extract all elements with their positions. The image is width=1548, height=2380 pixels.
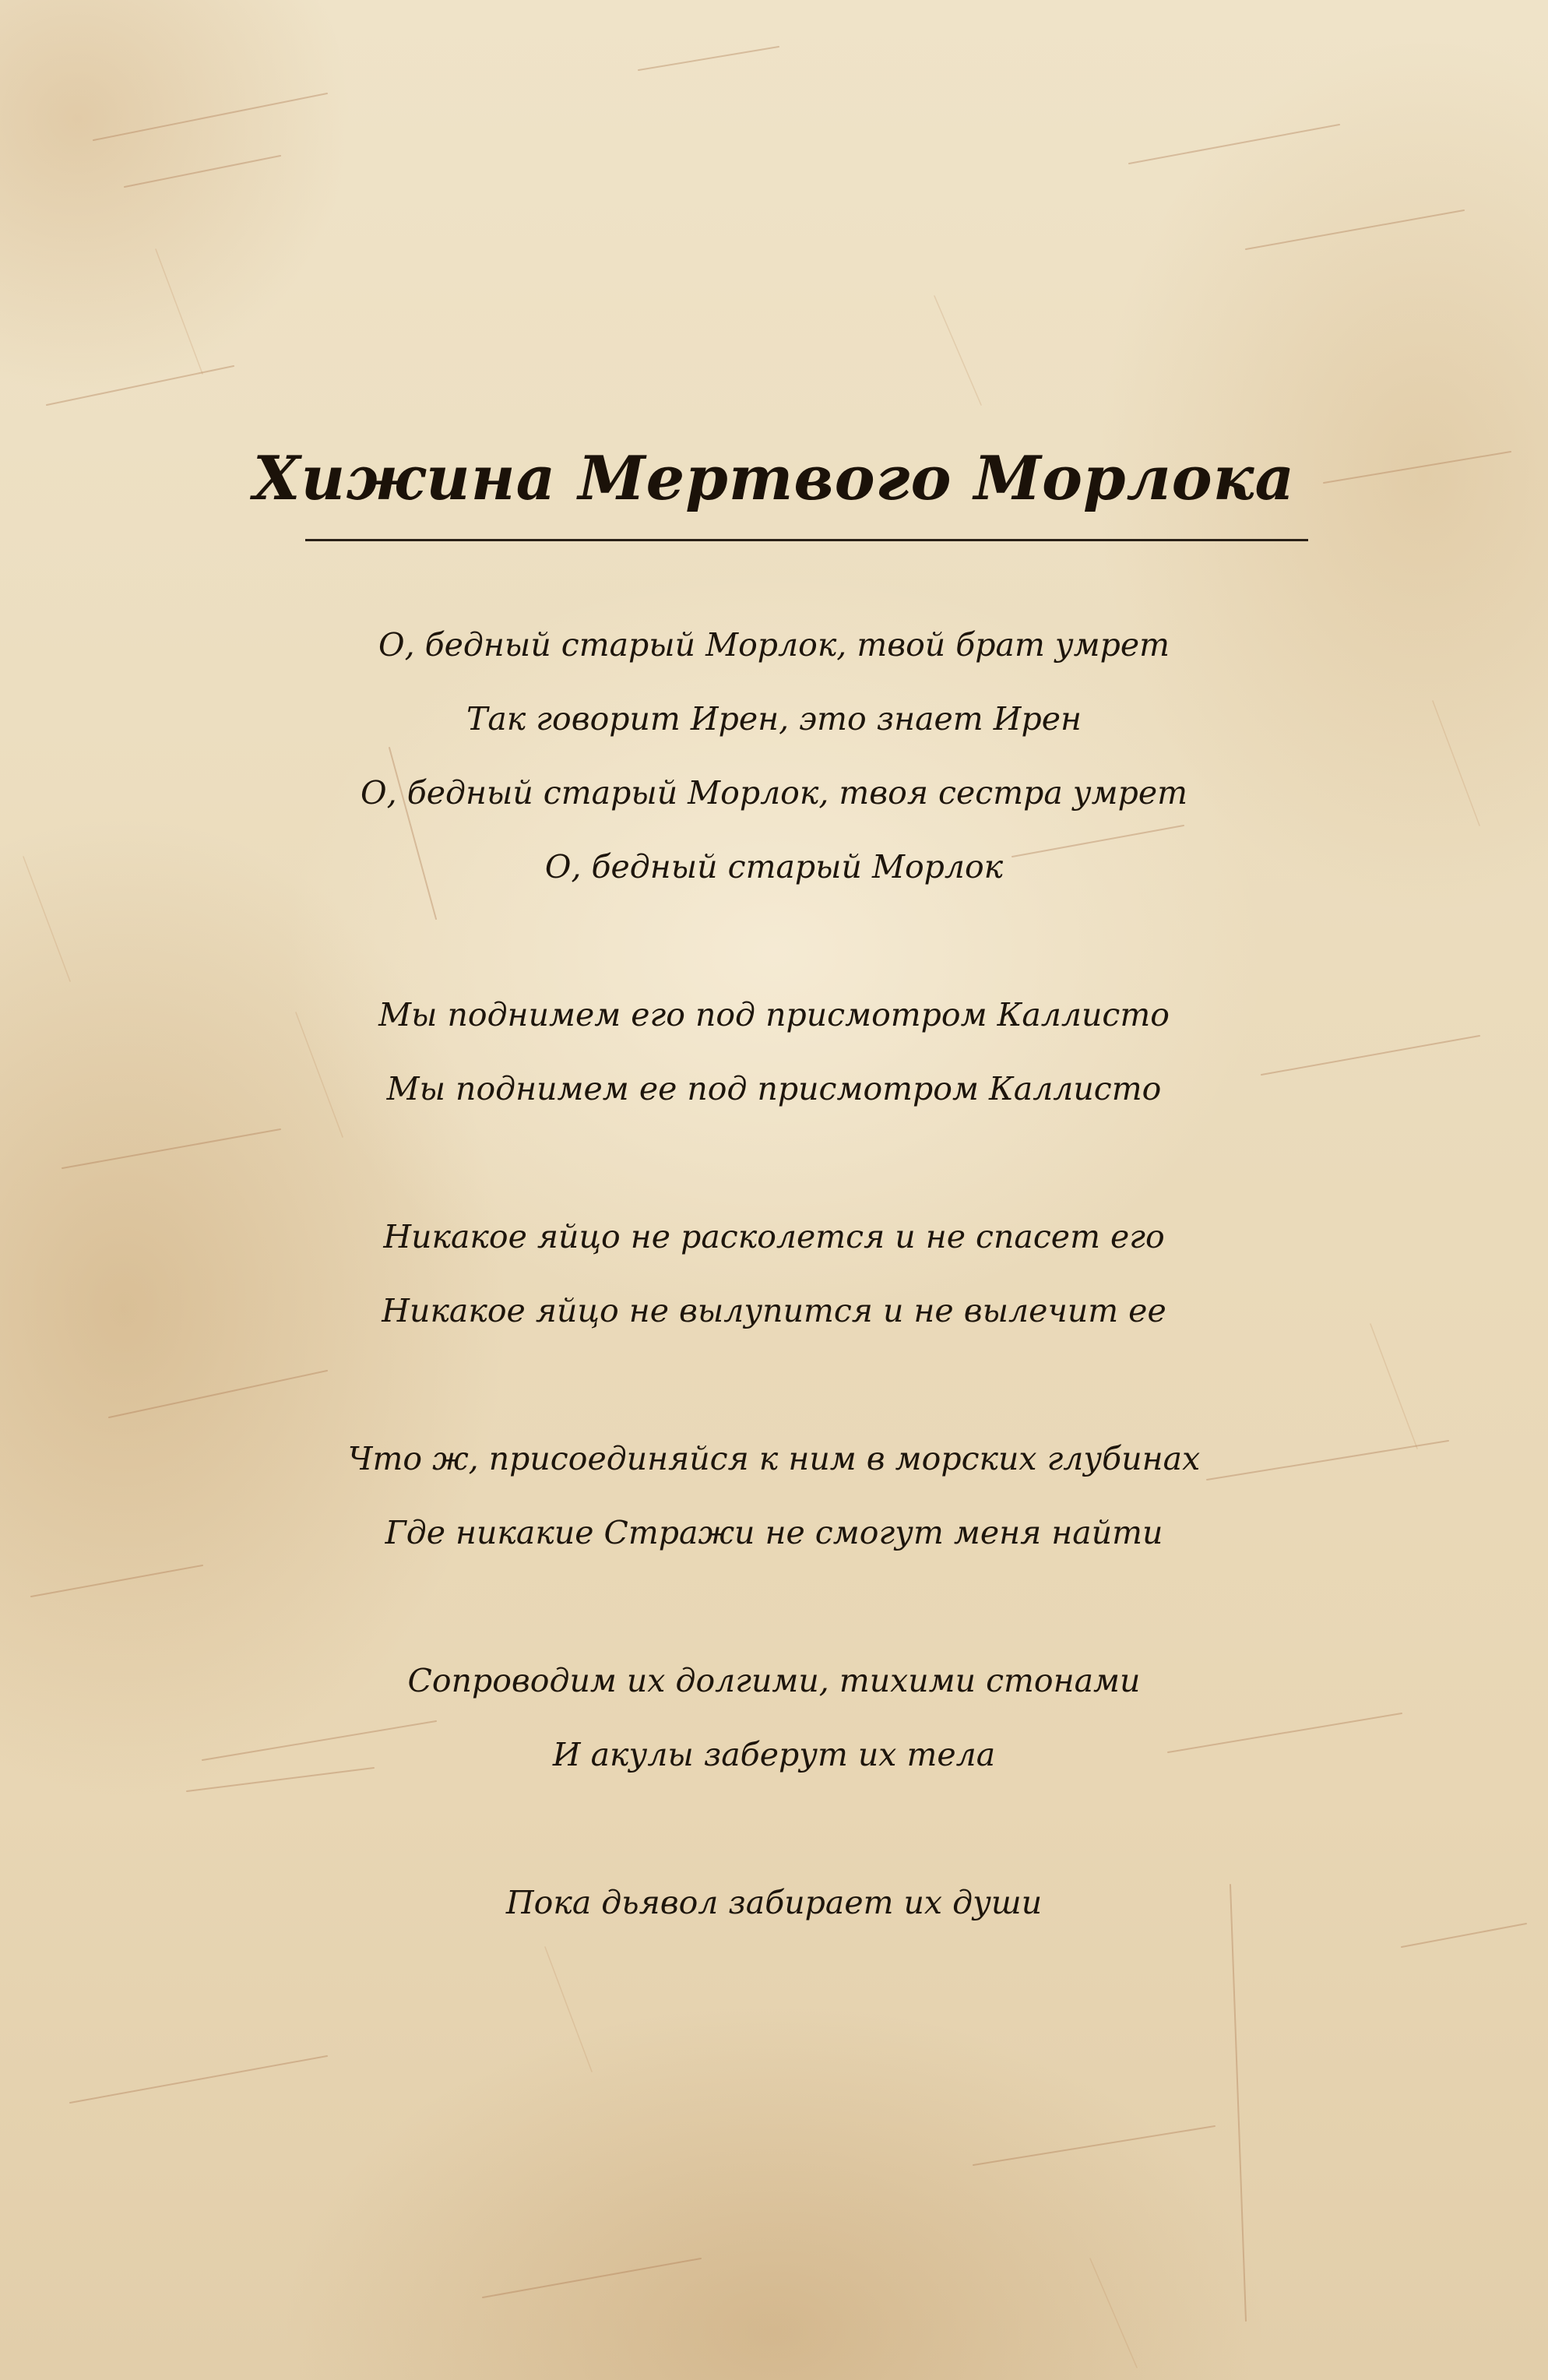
- verse-line: О, бедный старый Морлок: [544, 848, 1004, 885]
- verse-line: Мы поднимем ее под присмотром Каллисто: [386, 1070, 1162, 1107]
- poem-body: [0, 618, 1548, 1949]
- verse-line: Сопроводим их долгими, тихими стонами: [407, 1662, 1141, 1699]
- verse-line: Где никакие Стражи не смогут меня найти: [385, 1514, 1163, 1551]
- stanza-break: [0, 914, 1548, 988]
- stanza-break: [0, 1801, 1548, 1875]
- title-underline: [305, 539, 1308, 541]
- stanza-break: [0, 1357, 1548, 1431]
- verse-line: О, бедный старый Морлок, твой брат умрет: [378, 626, 1170, 664]
- page-title: Хижина Мертвого Морлока: [252, 443, 1296, 514]
- verse-line: Так говорит Ирен, это знает Ирен: [466, 700, 1082, 738]
- stanza-break: [0, 1135, 1548, 1209]
- verse-line: Никакое яйцо не вылупится и не вылечит ее: [382, 1292, 1166, 1329]
- verse-line: Никакое яйцо не расколется и не спасет его: [383, 1218, 1165, 1255]
- verse-line: Пока дьявол забирает их души: [505, 1884, 1043, 1921]
- verse-line: Что ж, присоединяйся к ним в морских глубинах: [347, 1440, 1201, 1477]
- verse-line: Мы поднимем его под присмотром Каллисто: [378, 996, 1170, 1033]
- verse-line: И акулы заберут их тела: [552, 1736, 996, 1773]
- stanza-break: [0, 1579, 1548, 1653]
- verse-line: О, бедный старый Морлок, твоя сестра умрет: [361, 774, 1187, 812]
